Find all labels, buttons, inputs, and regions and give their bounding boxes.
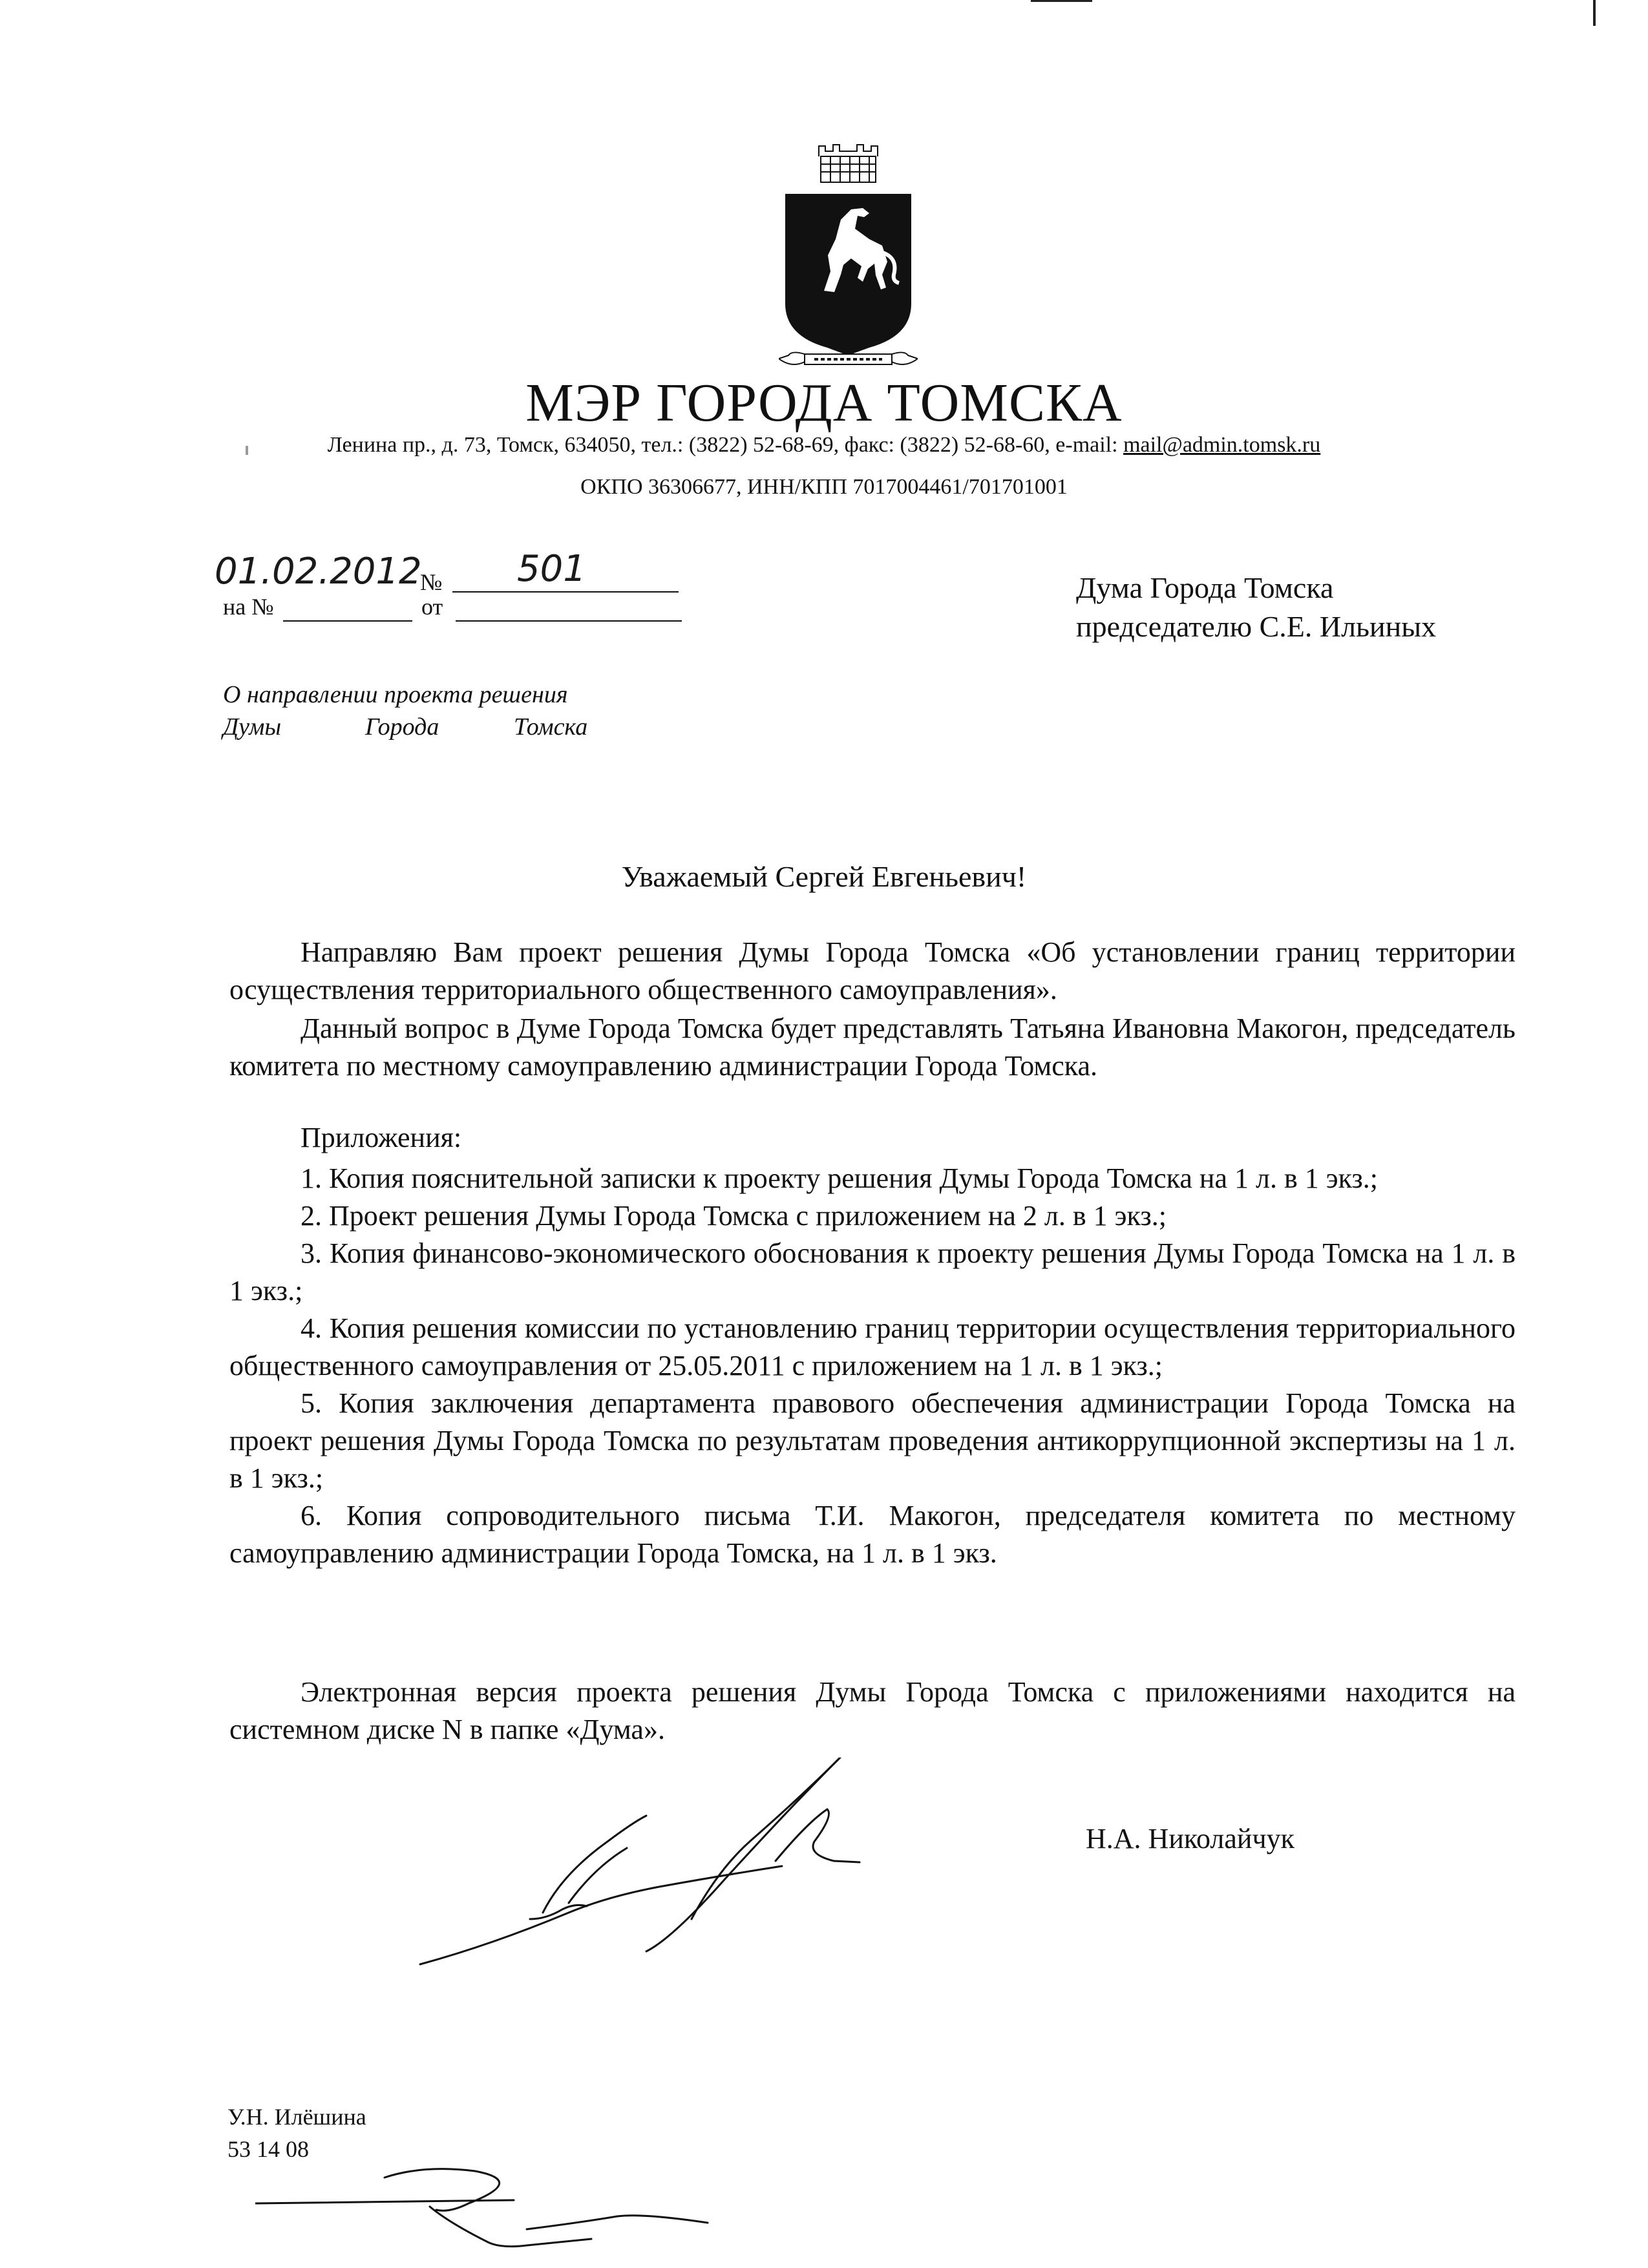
attachment-text: 2. Проект решения Думы Города Томска с приложением на 2 л. в 1 экз.; — [301, 1200, 1167, 1232]
paragraph-text: Направляю Вам проект решения Думы Города Томска «Об установлении границ территории осуществления территориального общественного самоуправления». — [229, 936, 1516, 1005]
scan-edge-mark — [1593, 0, 1596, 26]
recipient-line-1: Дума Города Томска — [1076, 571, 1334, 604]
attachment-text: 3. Копия финансово-экономического обоснования к проекту решения Думы Города Томска на 1 л. в 1 экз.; — [229, 1237, 1516, 1307]
reply-number-line — [283, 620, 412, 622]
attachment-text: 6. Копия сопроводительного письма Т.И. Макогон, председателя комитета по местному самоуправлению администрации Города Томска, на 1 л. в 1 экз. — [229, 1500, 1516, 1569]
subject-line-2 — [223, 711, 587, 743]
attachment-item — [229, 1385, 1516, 1497]
subject-word: Города — [365, 713, 439, 740]
paragraph-text: Данный вопрос в Думе Города Томска будет представлять Татьяна Ивановна Макогон, председатель комитета по местному самоуправлению администрации Города Томска. — [229, 1013, 1516, 1082]
recipient-block — [1076, 569, 1436, 646]
attachment-item — [229, 1160, 1516, 1197]
body-paragraph — [229, 1010, 1516, 1085]
signer-name: Н.А. Николайчук — [1086, 1823, 1294, 1854]
attachments-heading: Приложения: — [301, 1122, 462, 1153]
recipient-line-2: председателю С.Е. Ильиных — [1076, 610, 1437, 643]
executor-initials-signature — [255, 2165, 721, 2268]
registration-number-line — [452, 591, 679, 593]
registration-date: 01.02.2012 — [215, 551, 422, 593]
reply-date-line — [456, 620, 682, 622]
registration-number: 501 — [517, 548, 586, 590]
subject-word: Томска — [514, 713, 588, 740]
executor-phone: 53 14 08 — [227, 2136, 309, 2162]
executor-name: У.Н. Илёшина — [227, 2104, 366, 2130]
attachment-item — [229, 1310, 1516, 1385]
reply-number-label: на № — [223, 594, 274, 620]
body-paragraph — [229, 934, 1516, 1009]
attachment-item — [229, 1197, 1516, 1235]
attachment-item — [229, 1497, 1516, 1572]
reply-date-label: от — [421, 594, 443, 620]
attachments-list — [229, 1160, 1516, 1572]
attachment-text: 1. Копия пояснительной записки к проекту решения Думы Города Томска на 1 л. в 1 экз.; — [301, 1162, 1379, 1194]
letterhead-title: МЭР ГОРОДА ТОМСКА — [525, 373, 1123, 433]
letterhead-okpo: ОКПО 36306677, ИНН/КПП 7017004461/701701001 — [580, 475, 1068, 499]
scan-mark-top — [1031, 0, 1092, 2]
subject-line-1: О направлении проекта решения — [223, 681, 568, 708]
attachment-text: 4. Копия решения комиссии по установлению границ территории осуществления территориального общественного самоуправления от 25.05.2011 с приложением на 1 л. в 1 экз.; — [229, 1312, 1516, 1381]
subject-word: Думы — [223, 713, 282, 740]
paragraph-text: Электронная версия проекта решения Думы Города Томска с приложениями находится на системном диске N в папке «Дума». — [229, 1676, 1516, 1745]
registration-number-sign: № — [420, 569, 443, 595]
tomsk-coat-of-arms-icon — [779, 142, 918, 375]
subject-block — [223, 678, 587, 743]
address-text: Ленина пр., д. 73, Томск, 634050, тел.: (3822) 52-68-69, факс: (3822) 52-68-60, e-mail: — [327, 433, 1124, 457]
email-link[interactable]: mail@admin.tomsk.ru — [1123, 433, 1321, 457]
letterhead-address — [0, 433, 1648, 457]
attachment-text: 5. Копия заключения департамента правового обеспечения администрации Города Томска на проект решения Думы Города Томска по результатам проведения антикоррупционной экспертизы на 1 л. в 1 экз.; — [229, 1387, 1516, 1494]
attachment-item — [229, 1235, 1516, 1310]
body-paragraph — [229, 1674, 1516, 1748]
salutation: Уважаемый Сергей Евгеньевич! — [621, 860, 1027, 893]
signature-image — [414, 1758, 1034, 1977]
